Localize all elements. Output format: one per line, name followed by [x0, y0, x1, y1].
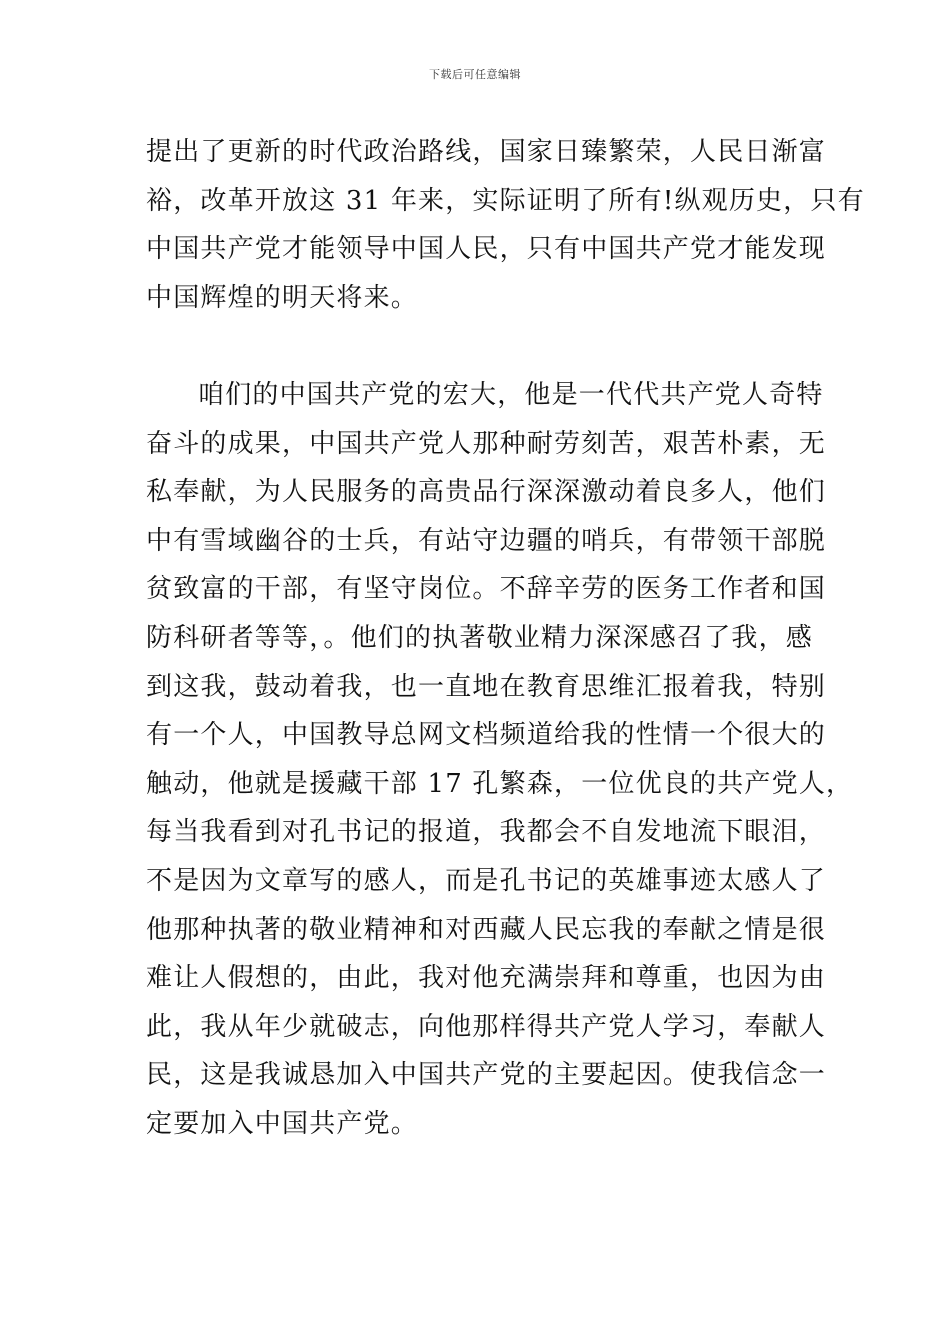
- text-line: 中国辉煌的明天将来。: [146, 282, 419, 313]
- paragraph-2: [146, 371, 854, 1149]
- text-line: 他那种执著的敬业精神和对西藏人民忘我的奉献之情是很: [146, 914, 827, 945]
- text-line: 到这我，鼓动着我，也一直地在教育思维汇报着我，特别: [146, 671, 827, 702]
- text-line: 每当我看到对孔书记的报道，我都会不自发地流下眼泪，: [146, 817, 827, 848]
- text-line: 中国共产党才能领导中国人民，只有中国共产党才能发现: [146, 234, 827, 265]
- text-line: 不是因为文章写的感人，而是孔书记的英雄事迹太感人了: [146, 865, 827, 896]
- text-line: 民，这是我诚恳加入中国共产党的主要起因。使我信念一: [146, 1060, 827, 1091]
- text-line: 此，我从年少就破志，向他那样得共产党人学习，奉献人: [146, 1011, 827, 1042]
- text-line: 奋斗的成果，中国共产党人那种耐劳刻苦，艰苦朴素，无: [146, 428, 827, 459]
- text-line: 中有雪域幽谷的士兵，有站守边疆的哨兵，有带领干部脱: [146, 525, 827, 556]
- text-line: 贫致富的干部，有坚守岗位。不辞辛劳的医务工作者和国: [146, 574, 827, 605]
- page-header: 下载后可任意编辑: [429, 68, 521, 81]
- text-line: 触动，他就是援藏干部 17 孔繁森，一位优良的共产党人，: [146, 768, 854, 799]
- text-line: 定要加入中国共产党。: [146, 1108, 419, 1139]
- paragraph-1: [146, 128, 865, 322]
- text-line: 提出了更新的时代政治路线，国家日臻繁荣，人民日渐富: [146, 137, 827, 167]
- text-line: 裕，改革开放这 31 年来，实际证明了所有!纵观历史，只有: [146, 185, 865, 216]
- text-line: 咱们的中国共产党的宏大，他是一代代共产党人奇特: [198, 380, 824, 410]
- text-line: 难让人假想的，由此，我对他充满崇拜和尊重，也因为由: [146, 963, 827, 994]
- text-line: 防科研者等等，。他们的执著敬业精力深深感召了我，感: [146, 622, 814, 653]
- text-line: 有一个人，中国教导总网文档频道给我的性情一个很大的: [146, 720, 827, 751]
- text-line: 私奉献，为人民服务的高贵品行深深激动着良多人，他们: [146, 477, 827, 508]
